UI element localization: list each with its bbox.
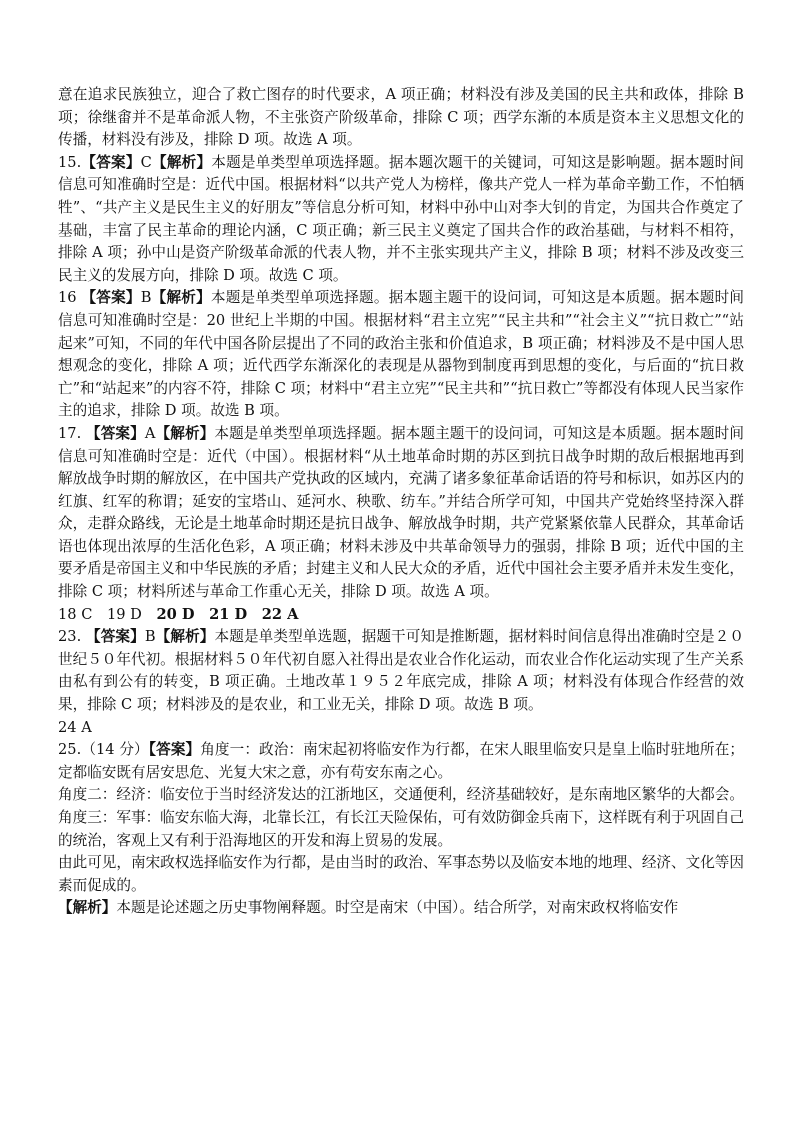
answer-24: 24 A [58, 718, 92, 736]
paragraph-q25-conclusion [58, 852, 744, 897]
paragraph-q15 [58, 152, 744, 288]
answers-18-19: 18 C 19 D [58, 605, 157, 623]
conclusion-text: 由此可见，南宋政权选择临安作为行都，是由当时的政治、军事态势以及临安本地的地理、经济、文化等因素而促成的。 [58, 854, 744, 894]
answer-tag: 【答案】 [148, 741, 201, 759]
analysis-text: 本题是单类型单项选择题。据本题次题干的关键词，可知这是影响题。据本题时间信息可知准确时空是：近代中国。根据材料“以共产党人为榜样，像共产党人一样为革命辛勤工作，不怕牺牲”、“共产主义是民生主义的好朋友”等信息分析可知，材料中孙中山对李大钊的肯定，为国共合作奠定了基础，丰富了民主革命的理论内涵，C 项正确；新三民主义奠定了国共合作的政治基础，与材料不相符，排除 A 项；孙中山是资产阶级革命派的代表人物，并不主张实现共产主义，排除 B 项；材料不涉及改变三民主义的发展方向，排除 D 项。故选 C 项。 [58, 153, 744, 284]
question-number: 23. [58, 628, 82, 646]
paragraph-q23 [58, 626, 744, 716]
analysis-tag: 【解析】 [58, 899, 117, 917]
paragraph-q25-angle2 [58, 784, 744, 807]
answer-tag: 【答案】 [85, 424, 145, 442]
angle-one-text: 角度一：政治：南宋起初将临安作为行都，在宋人眼里临安只是皇上临时驻地所在；定都临安既有居安思危、光复大宋之意，亦有苟安东南之心。 [58, 741, 744, 781]
question-number: 16 [58, 289, 77, 307]
analysis-text: 本题是单类型单项选择题。据本题主题干的设问词，可知这是本质题。据本题时间信息可知准确时空是：近代（中国）。根据材料“从土地革命时期的苏区到抗日战争时期的敌后根据地再到解放战争时期的解放区，在中国共产党执政的区域内，充满了诸多象征革命话语的符号和标识，如苏区内的红旗、红军的称谓；延安的宝塔山、延河水、秧歌、纺车。”并结合所学可知，中国共产党始终坚持深入群众，走群众路线，无论是土地革命时期还是抗日战争、解放战争时期，共产党紧紧依靠人民群众，其革命话语也体现出浓厚的生活化色彩，A 项正确；材料未涉及中共革命领导力的强弱，排除 B 项；近代中国的主要矛盾是帝国主义和中华民族的矛盾；封建主义和人民大众的矛盾，近代中国社会主要矛盾并未发生变化，排除 C 项；材料所述与革命工作重心无关，排除 D 项。故选 A 项。 [58, 424, 744, 601]
paragraph-q14-continued [58, 84, 744, 152]
answer-tag: 【答案】 [85, 628, 145, 646]
answer-choice: C [140, 153, 152, 171]
analysis-tag: 【解析】 [151, 153, 212, 171]
analysis-tag: 【解析】 [155, 628, 215, 646]
paragraph-q25 [58, 739, 744, 784]
analysis-text: 本题是单类型单选题，据题干可知是推断题，据材料时间信息得出准确时空是２０世纪５０年代初。根据材料５０年代初自愿入社得出是农业合作化运动，而农业合作化运动实现了生产关系由私有到公有的转变，B 项正确。土地改革１９５２年底完成，排除 A 项；材料没有体现合作经营的效果，排除 C 项；材料涉及的是农业，和工业无关，排除 D 项。故选 B 项。 [58, 628, 744, 714]
paragraph-q16 [58, 287, 744, 423]
question-number: 17. [58, 424, 82, 442]
paragraph-q17 [58, 423, 744, 604]
answer-tag: 【答案】 [81, 153, 141, 171]
angle-three-text: 角度三：军事：临安东临大海，北靠长江，有长江天险保佑，可有效防御金兵南下，这样既有利于巩固自己的统治，客观上又有利于沿海地区的开发和海上贸易的发展。 [58, 809, 744, 849]
question-number: 15. [58, 153, 82, 171]
paragraph-q25-analysis [58, 897, 744, 920]
analysis-text: 本题是论述题之历史事物阐释题。时空是南宋（中国）。结合所学，对南宋政权将临安作 [116, 899, 679, 917]
paragraph-text: 意在追求民族独立，迎合了救亡图存的时代要求，A 项正确；材料没有涉及美国的民主共和政体，排除 B 项；徐继畬并不是革命派人物，不主张资产阶级革命，排除 C 项；西学东渐的本质是资本主义思想文化的传播，材料没有涉及，排除 D 项。故选 A 项。 [58, 86, 744, 149]
paragraph-q25-angle3 [58, 807, 744, 852]
answer-key-content [58, 84, 744, 920]
question-number: 25.（14 分） [58, 741, 149, 759]
paragraph-q18-22 [58, 604, 744, 627]
angle-two-text: 角度二：经济：临安位于当时经济发达的江浙地区，交通便利，经济基础较好，是东南地区繁华的大都会。 [58, 786, 744, 804]
answers-20-22: 20 D 21 D 22 A [156, 605, 299, 623]
analysis-tag: 【解析】 [151, 289, 211, 307]
answer-tag: 【答案】 [81, 289, 141, 307]
answer-choice: B [140, 289, 152, 307]
answer-choice: B [144, 628, 156, 646]
answer-choice: A [144, 424, 156, 442]
analysis-tag: 【解析】 [155, 424, 215, 442]
paragraph-q24 [58, 717, 744, 740]
analysis-text: 本题是单类型单项选择题。据本题主题干的设问词，可知这是本质题。据本题时间信息可知准确时空是：20 世纪上半期的中国。根据材料“君主立宪”“民主共和”“社会主义”“抗日救亡”“站起来”可知，不同的年代中国各阶层提出了不同的政治主张和价值追求，B 项正确；材料涉及不是中国人思想观念的变化，排除 A 项；近代西学东渐深化的表现是从器物到制度再到思想的变化，与后面的“抗日救亡”和“站起来”的内容不符，排除 C 项；材料中“君主立宪”“民主共和”“抗日救亡”等都没有体现人民当家作主的追求，排除 D 项。故选 B 项。 [58, 289, 744, 420]
